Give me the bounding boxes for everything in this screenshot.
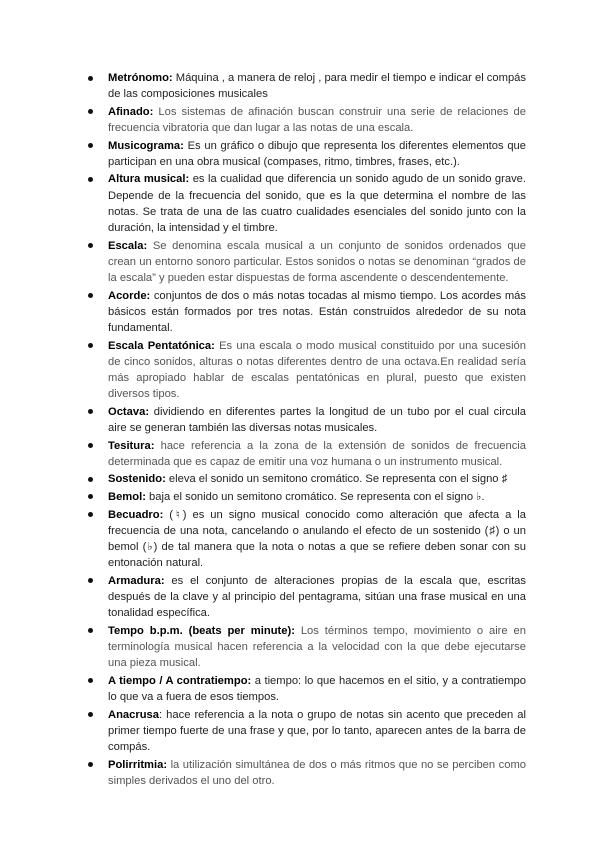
term: Tesitura:: [108, 439, 155, 452]
list-item: [88, 707, 526, 756]
definition: Máquina , a manera de reloj , para medir el tiempo e indicar el compás de las composiciones musicales: [108, 72, 526, 101]
bullet-icon: [88, 443, 93, 448]
list-item: [88, 507, 526, 572]
bullet-icon: [88, 678, 93, 683]
term: Afinado:: [108, 105, 154, 118]
list-item: [88, 623, 526, 672]
term: Tempo b.p.m. (beats per minute):: [108, 624, 295, 637]
bullet-icon: [88, 76, 93, 81]
definition: conjuntos de dos o más notas tocadas al mismo tiempo. Los acordes más básicos están formados por tres notas. Están construidos alrededor de su nota fundamental.: [108, 289, 526, 334]
bullet-icon: [88, 293, 93, 298]
list-item: [88, 673, 526, 705]
definition: hace referencia a la zona de la extensión de sonidos de frecuencia determinada que es capaz de emitir una voz humana o un instrumento musical.: [108, 439, 526, 468]
definition: baja el sonido un semitono cromático. Se representa con el signo ♭.: [145, 490, 485, 503]
bullet-icon: [88, 143, 93, 148]
bullet-icon: [88, 494, 93, 499]
list-item: [88, 573, 526, 622]
list-item: [88, 138, 526, 170]
list-item: [88, 757, 526, 789]
definition: Es una escala o modo musical constituido por una sucesión de cinco sonidos, alturas o notas diferentes dentro de una octava.En realidad sería más apropiado hablar de escalas pentatónicas en plural, puesto que existen diversos tipos.: [108, 339, 526, 401]
term: Sostenido:: [108, 473, 166, 486]
definition: a tiempo: lo que hacemos en el sitio, y a contratiempo lo que va a fuera de esos tiempos.: [108, 674, 526, 703]
list-item: [88, 338, 526, 403]
definition: es la cualidad que diferencia un sonido agudo de un sonido grave. Depende de la frecuencia del sonido, que es la que determina el nombre de las notas. Se trata de una de las cuatro cualidades esenciales del sonido junto con la duración, la intensidad y el timbre.: [108, 173, 527, 234]
term: Bemol:: [108, 490, 146, 503]
term: Altura musical:: [108, 173, 190, 186]
term: Polirritmia:: [108, 758, 168, 771]
definition: la utilización simultánea de dos o más ritmos que no se perciben como simples derivados el uno del otro.: [108, 758, 526, 787]
list-item: [88, 438, 526, 470]
definition: eleva el sonido un semitono cromático. Se representa con el signo ♯: [165, 473, 508, 486]
term: Metrónomo:: [108, 72, 173, 84]
list-item: [88, 489, 526, 505]
definition: es el conjunto de alteraciones propias de la escala que, escritas después de la clave y al principio del pentagrama, sitúan una frase musical en una tonalidad específica.: [108, 574, 526, 620]
term: Musicograma:: [108, 139, 184, 152]
definition: dividiendo en diferentes partes la longitud de un tubo por el cual circula aire se generan también las diversas notas musicales.: [108, 405, 526, 434]
bullet-icon: [88, 177, 93, 182]
term: Escala Pentatónica:: [108, 339, 215, 352]
list-item: [88, 171, 526, 236]
list-item: [88, 471, 526, 487]
list-item: [88, 404, 526, 436]
list-item: [88, 238, 526, 287]
definition: Se denomina escala musical a un conjunto de sonidos ordenados que crean un entorno sonoro particular. Estos sonidos o notas se denominan “grados de la escala” y pueden estar dispuestas de forma ascendente o descendentemente.: [108, 239, 526, 284]
list-item: [88, 288, 526, 337]
definition: : hace referencia a la nota o grupo de notas sin acento que preceden al primer tiempo fuerte de una frase y que, por lo tanto, aparecen antes de la barra de compás.: [108, 708, 526, 753]
term: Armadura:: [108, 574, 165, 587]
bullet-icon: [88, 578, 93, 583]
bullet-icon: [88, 343, 93, 348]
definition: Es un gráfico o dibujo que representa los diferentes elementos que participan en una obra musical (compases, ritmo, timbres, frases, etc.).: [108, 139, 526, 168]
definition: Los sistemas de afinación buscan construir una serie de relaciones de frecuencia vibratoria que dan lugar a las notas de una escala.: [108, 105, 526, 134]
term: Escala:: [108, 239, 148, 252]
bullet-icon: [88, 409, 93, 414]
list-item: [88, 104, 526, 136]
bullet-icon: [88, 512, 93, 517]
term: Anacrusa: [108, 708, 159, 721]
definition: (♮) es un signo musical conocido como alteración que afecta a la frecuencia de una nota, cancelando o anulando el efecto de un sostenido (♯) o un bemol (♭) de tal manera que la nota o notas a que se refiere deben sonar con su entonación natural.: [108, 508, 526, 570]
glossary-list: [88, 70, 526, 790]
term: A tiempo / A contratiempo:: [108, 674, 252, 687]
bullet-icon: [88, 762, 93, 767]
definition: Los términos tempo, movimiento o aire en terminología musical hacen referencia a la velocidad con la que debe ejecutarse una pieza musical.: [108, 624, 526, 670]
bullet-icon: [88, 477, 93, 482]
term: Becuadro:: [108, 508, 164, 521]
term: Acorde:: [108, 289, 151, 302]
bullet-icon: [88, 628, 93, 633]
bullet-icon: [88, 712, 93, 717]
term: Octava:: [108, 405, 150, 418]
list-item: [88, 70, 526, 102]
bullet-icon: [88, 243, 93, 248]
bullet-icon: [88, 109, 93, 114]
